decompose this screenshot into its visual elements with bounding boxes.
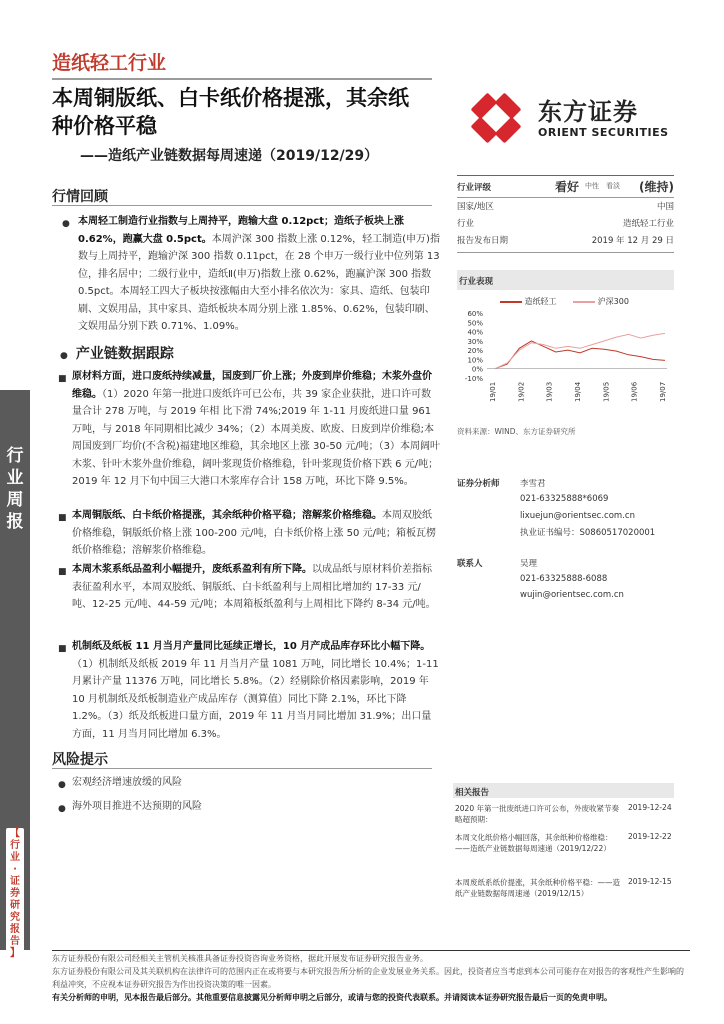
footer-disclaimer <box>52 952 690 1004</box>
legend-label-b: 沪深300 <box>597 297 629 306</box>
x-tick-label: 19/07 <box>659 381 667 402</box>
y-tick-label: 20% <box>467 347 483 356</box>
industry-performance-chart <box>457 308 674 418</box>
logo-mark-icon <box>468 90 524 146</box>
bullet-bold-text: 本周木浆系纸品盈利小幅提升，废纸系盈利有所下降。 <box>72 564 312 575</box>
sidebar-char: 行 <box>6 446 24 466</box>
bullet-text: 本周沪深 300 指数上涨 0.12%，轻工制造(申万)指数与上周持平，跑输沪深 300 指数 0.11pct，在 28 个申万一级行业中位列第 13 位，排名居中；二级行业中，造纸Ⅱ(申万)指数上涨 0.62%，跑赢沪深 300 指数 0.5pct。本周轻工四大子板块按涨幅由大至小排名依次为：家具、造纸、包装印刷、文娱用品，其中家具、造纸板块本周分别上涨 1.85%、0.62%，包装印刷、文娱用品分别下跌 0.71%、1.09%。 <box>78 233 440 332</box>
y-tick-label: -10% <box>464 375 483 383</box>
bullet-dot-icon: ● <box>58 804 66 814</box>
x-tick-label: 19/03 <box>545 381 554 402</box>
legend-label-a: 造纸轻工 <box>524 297 557 306</box>
y-tick-label: 10% <box>467 356 483 365</box>
rating-options: 中性 看淡 <box>585 182 620 190</box>
sidebar-subtitle-char: 行 <box>10 840 20 851</box>
rating-row-industry <box>457 217 674 233</box>
rating-label: 行业评级 <box>457 183 492 193</box>
section-divider <box>52 205 432 206</box>
chain-bullet-2 <box>58 507 440 560</box>
chain-bullet-4 <box>58 638 440 743</box>
section-dot-icon: ● <box>60 351 68 361</box>
section-divider <box>52 768 432 769</box>
row-value: 中国 <box>656 202 674 212</box>
bullet-dot-icon: ● <box>58 780 66 790</box>
logo-name-en: ORIENT SECURITIES <box>538 126 669 139</box>
related-item-3[interactable]: 本周废纸系纸价提涨，其余纸种价格平稳：——造纸产业链数据每周速递（2019/12/15） <box>455 878 620 898</box>
contact-name: 吴理 <box>520 559 538 569</box>
title-line-2: 种价格平稳 <box>52 114 157 138</box>
sidebar-subtitle-text <box>6 828 24 960</box>
section-title-text: 产业链数据跟踪 <box>75 346 174 362</box>
risk-item-2 <box>58 798 432 816</box>
title-line-1: 本周铜版纸、白卡纸价格提涨，其余纸 <box>52 86 409 110</box>
risk-item-1 <box>58 774 432 792</box>
footer-line-1: 东方证券股份有限公司经相关主管机关核准具备证券投资咨询业务资格，据此开展发布证券研究报告业务。 <box>52 954 428 963</box>
risk-text: 宏观经济增速放缓的风险 <box>72 777 182 788</box>
x-tick-label: 19/06 <box>630 381 639 402</box>
bullet-bold-text: 本周铜版纸、白卡纸价格提涨，其余纸种价格平稳；溶解浆价格维稳。 <box>72 510 382 521</box>
related-date-2: 2019-12-22 <box>628 832 672 841</box>
perf-title: 行业表现 <box>459 277 494 287</box>
legend-swatch-a <box>500 301 522 303</box>
bullet-text: 以成品纸与原材料价差指标表征盈利水平，本周双胶纸、铜版纸、白卡纸盈利与上周相比增加约 17-33 元/吨、12-25 元/吨、44-59 元/吨；本周箱板纸盈利与上周相比下降约 8-34 元/吨。 <box>72 564 436 610</box>
sidebar-title <box>0 445 30 533</box>
contact-email[interactable]: wujin@orientsec.com.cn <box>520 590 624 600</box>
row-value: 2019 年 12 月 29 日 <box>591 236 674 246</box>
header-divider <box>52 78 432 80</box>
contact-phone: 021-63325888-6088 <box>520 574 608 584</box>
contact-label: 联系人 <box>457 559 483 569</box>
x-tick-label: 19/05 <box>602 381 611 402</box>
footer-line-3: 有关分析师的申明，见本报告最后部分。其他重要信息披露见分析师申明之后部分，或请与您的投资代表联系。并请阅读本证券研究报告最后一页的免责申明。 <box>52 993 612 1002</box>
series-line-0 <box>495 341 665 369</box>
related-title: 相关报告 <box>455 788 490 798</box>
sidebar-subtitle-char: 】 <box>10 948 20 959</box>
bullet-bold-text: 原材料方面，进口废纸持续减量，国废到厂价上涨；外废到岸价维稳；木浆外盘价维稳。 <box>72 371 432 400</box>
legend-swatch-b <box>573 301 595 303</box>
y-tick-label: 50% <box>467 319 483 328</box>
sidebar-subtitle-char: 告 <box>10 936 20 947</box>
chart-legend <box>500 296 629 307</box>
sidebar-subtitle-char: · <box>13 864 17 875</box>
y-tick-label: 60% <box>467 310 483 318</box>
sidebar-subtitle-char: 业 <box>10 852 20 863</box>
row-value: 造纸轻工行业 <box>622 219 674 229</box>
chain-bullet-3 <box>58 561 440 614</box>
analyst-phone: 021-63325888*6069 <box>520 494 609 504</box>
rating-top-divider <box>457 175 674 176</box>
rating-status: (维持) <box>639 180 674 194</box>
sidebar-subtitle-char: 报 <box>10 924 20 935</box>
row-key: 行业 <box>457 219 475 229</box>
sidebar-char: 报 <box>6 512 24 532</box>
sidebar-subtitle <box>6 828 24 960</box>
bullet-dot-icon: ■ <box>58 644 67 654</box>
analyst-label: 证券分析师 <box>457 479 500 489</box>
risk-text: 海外项目推进不达预期的风险 <box>72 801 202 812</box>
y-tick-label: 30% <box>467 337 483 346</box>
x-tick-label: 19/02 <box>517 381 526 402</box>
related-date-3: 2019-12-15 <box>628 877 672 886</box>
analyst-name: 李雪君 <box>520 479 546 489</box>
sidebar-char: 周 <box>6 490 24 510</box>
row-key: 国家/地区 <box>457 202 494 212</box>
rating-divider <box>457 197 674 198</box>
rating-row-region <box>457 200 674 216</box>
x-tick-label: 19/04 <box>574 381 582 402</box>
sidebar-subtitle-char: 研 <box>10 900 20 911</box>
bullet-dot-icon: ■ <box>58 567 67 577</box>
series-line-1 <box>495 333 665 368</box>
analyst-email[interactable]: lixuejun@orientsec.com.cn <box>520 511 635 521</box>
chain-bullet-1 <box>58 368 440 491</box>
sidebar-subtitle-char: 证 <box>10 876 20 887</box>
bullet-text: （1）2020 年第一批进口废纸许可已公布，共 39 家企业获批，进口许可数量合计 278 万吨，与 2019 年相 比下滑 74%;2019 年 1-11 月废纸进口量 961 万吨，与 2018 年同期相比减少 34%；（2）本周美废、欧废、日废到岸价维稳;本周国废到厂均价(不含税)福建地区维稳，其余地区上涨 30-50 元/吨；（3）本周阔叶木浆、针叶木浆外盘价维稳，阔叶浆现货价格维稳，针叶浆现货价格下跌 6 元/吨；2019 年 12 月下旬中国三大港口木浆库存合计 158 万吨，环比下降 9.5%。 <box>72 388 440 487</box>
bullet-dot-icon: ■ <box>58 513 67 523</box>
report-title <box>52 84 437 140</box>
sidebar-char: 业 <box>6 468 24 488</box>
bullet-bold-text: 机制纸及纸板 11 月当月产量同比延续正增长，10 月产成品库存环比小幅下降。 <box>72 641 431 652</box>
rating-bottom-divider <box>457 252 674 253</box>
section-market-review-title: 行情回顾 <box>52 189 108 205</box>
row-key: 报告发布日期 <box>457 236 509 246</box>
analyst-cert: 执业证书编号：S0860517020001 <box>520 528 656 538</box>
sidebar-subtitle-char: 券 <box>10 888 20 899</box>
sidebar-subtitle-char: 究 <box>10 912 20 923</box>
related-item-2[interactable]: 本周文化纸价格小幅回落，其余纸种价格维稳：——造纸产业链数据每周速递（2019/12/22） <box>455 833 613 853</box>
logo-name-cn: 东方证券 <box>538 98 638 126</box>
footer-divider <box>52 950 690 951</box>
chart-source: 资料来源：WIND、东方证券研究所 <box>457 427 576 436</box>
report-subtitle: ——造纸产业链数据每周速递（2019/12/29） <box>80 148 379 164</box>
rating-row-date <box>457 234 674 250</box>
rating-value: 看好 <box>555 180 580 194</box>
bullet-dot-icon: ■ <box>58 374 67 384</box>
section-risk-title: 风险提示 <box>52 752 108 768</box>
x-tick-label: 19/01 <box>489 381 497 402</box>
bullet-text: 本周双胶纸价格维稳，铜版纸价格上涨 100-200 元/吨，白卡纸价格上涨 50 元/吨；箱板瓦楞纸价格维稳；溶解浆价格维稳。 <box>72 510 436 556</box>
related-date-1: 2019-12-24 <box>628 803 672 812</box>
rating-row <box>457 178 674 198</box>
related-item-1[interactable]: 2020 年第一批废纸进口许可公布，外废收紧节奏略超预期： <box>455 804 619 824</box>
perf-header <box>457 270 674 290</box>
bullet-text: （1）机制纸及纸板 2019 年 11 月当月产量 1081 万吨，同比增长 10.4%；1-11 月累计产量 11376 万吨，同比增长 5.8%。（2）经剔除价格因素影响，2019 年 10 月机制纸及纸板制造业产成品库存（测算值）同比下降 2.1%，环比下降 1.2%。（3）纸及纸板进口量方面，2019 年 11 月当月同比增加 31.9%；出口量方面，11 月当月同比增加 6.3%。 <box>72 658 439 740</box>
market-review-bullet <box>62 213 440 336</box>
related-header <box>453 783 674 798</box>
section-industry-chain-title <box>60 343 174 363</box>
y-tick-label: 40% <box>467 328 483 337</box>
bullet-dot-icon: ● <box>62 219 70 229</box>
sidebar-subtitle-char: 【 <box>10 828 20 839</box>
footer-line-2: 东方证券股份有限公司及其关联机构在法律许可的范围内正在或将要与本研究报告所分析的企业发展业务关系。因此，投资者应当考虑到本公司可能存在对报告的客观性产生影响的利益冲突，不应视本证券研究报告为作出投资决策的唯一因素。 <box>52 967 684 989</box>
bullet-bold-text: 本周轻工制造行业指数与上周持平，跑输大盘 0.12pct；造纸子板块上涨 0.62%，跑赢大盘 0.5pct。 <box>78 216 405 245</box>
company-logo <box>468 88 678 148</box>
sector-label: 造纸轻工行业 <box>52 52 167 74</box>
y-tick-label: 0% <box>471 365 483 374</box>
